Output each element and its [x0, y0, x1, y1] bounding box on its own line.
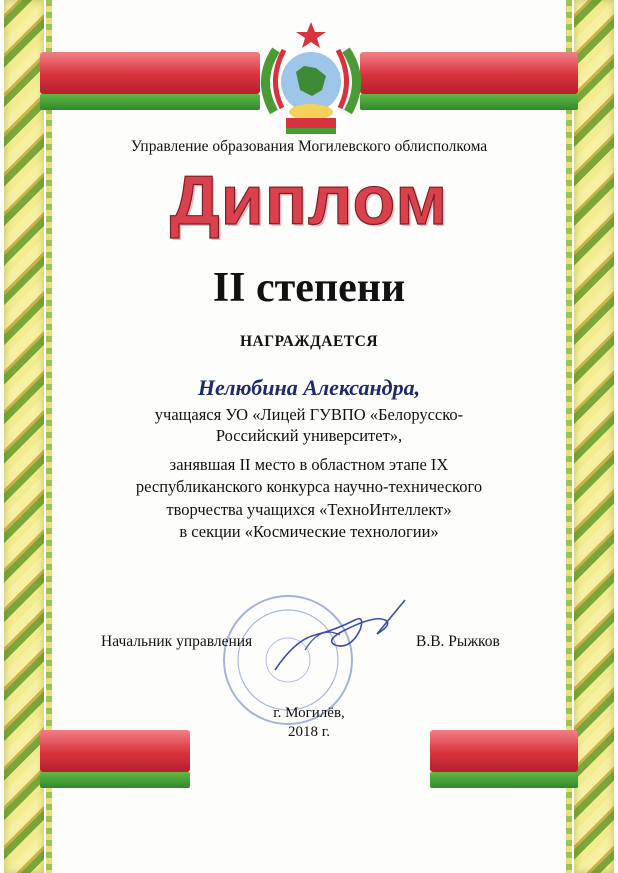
body-line: Российский университет», — [215, 426, 403, 445]
body-line: республиканского конкурса научно-технического — [135, 477, 483, 496]
awarded-label: НАГРАЖДАЕТСЯ — [239, 333, 379, 350]
signature-icon — [265, 590, 415, 680]
body-line: занявшая II место в областном этапе IX — [169, 455, 449, 474]
top-left-ribbon — [40, 52, 260, 122]
degree-heading: II степени — [212, 265, 406, 311]
signer-name: В.В. Рыжков — [416, 633, 500, 650]
state-emblem-icon — [246, 20, 376, 138]
body-line: в секции «Космические технологии» — [179, 522, 439, 541]
body-line: творчества учащихся «ТехноИнтеллект» — [166, 500, 452, 519]
top-right-ribbon — [360, 52, 578, 122]
issuer-header: Управление образования Могилевского облисполкома — [130, 138, 488, 155]
body-line: учащаяся УО «Лицей ГУВПО «Белорусско- — [154, 405, 464, 424]
diploma-title: Диплом — [169, 161, 449, 239]
issue-year: 2018 г. — [288, 724, 330, 740]
issue-city: г. Могилёв, — [273, 705, 345, 721]
recipient-name: Нелюбина Александра, — [197, 375, 421, 400]
signer-position: Начальник управления — [101, 633, 253, 650]
